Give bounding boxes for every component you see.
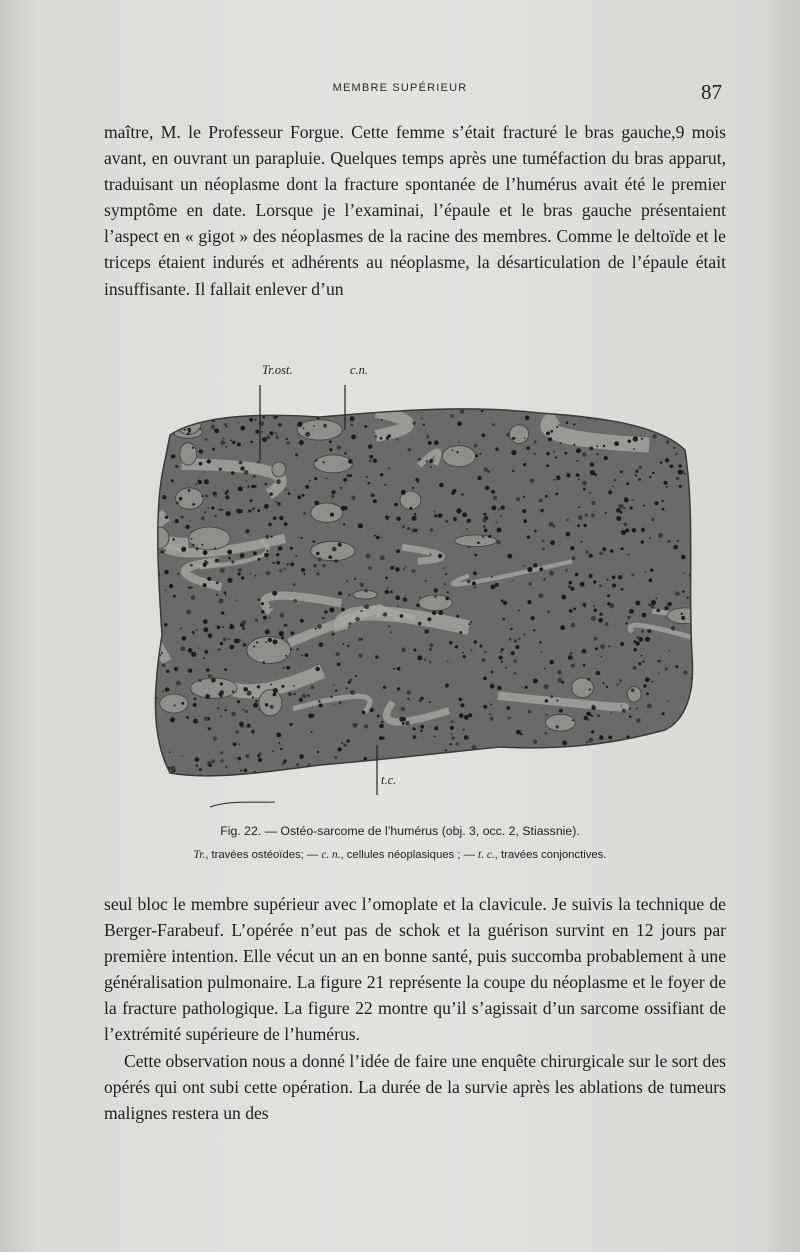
- paragraph-text: maître, M. le Professeur Forgue. Cette femme s’était fracturé le bras gauche,9 mois avant, en ouvrant un parapluie. Quelques temps après une tuméfaction du bras apparut, traduisant un néoplasme dont la fracture spontanée de l’humérus avait été le premier symptôme en date. Lorsque je l’examinai, l’épaule et le bras gauche présentaient l’aspect en « gigot » des néoplasmes de la racine des membres. Comme le deltoïde et le triceps étaient indurés et adhérents au néoplasme, la désarticulation de l’épaule était insuffisante. Il fallait enlever d’un: [104, 122, 726, 299]
- legend-text: , travées ostéoïdes; —: [205, 849, 322, 861]
- legend-text: , travées conjonctives.: [494, 849, 607, 861]
- caption-title: — Ostéo-sarcome de l’humérus (obj. 3, occ. 2, Stiassnie).: [264, 824, 580, 838]
- legend-abbr: Tr.: [193, 849, 206, 861]
- illustrator-signature-mark: [210, 802, 275, 807]
- label-travees-osteoides: Tr.ost.: [262, 363, 293, 377]
- tissue-section-drawing: [140, 355, 700, 825]
- figure-caption: [0, 824, 800, 838]
- figure-legend: [0, 849, 800, 861]
- histology-figure: [140, 355, 700, 825]
- running-head: MEMBRE SUPÉRIEUR: [332, 82, 468, 94]
- page-number: 87: [701, 80, 722, 104]
- paragraph-text: seul bloc le membre supérieur avec l’omoplate et la clavicule. Je suivis la technique de Berger-Farabeuf. L’opérée n’eut pas de schok et la guérison survint en 12 jours par première intention. Elle vécut un an en bonne santé, puis succomba probablement à une généralisation pulmonaire. La figure 21 représente la coupe du néoplasme et le foyer de la fracture pathologique. La figure 22 montre qu’il s’agissait d’un sarcome ossifiant de l’extrémité supérieure de l’humérus.: [104, 894, 726, 1045]
- legend-abbr: c. n.: [321, 849, 341, 861]
- legend-abbr: t. c.: [478, 849, 495, 861]
- paragraph-bottom: [104, 891, 726, 1126]
- caption-figure-number: Fig. 22.: [220, 824, 262, 838]
- label-cellules-neoplasiques: c.n.: [350, 363, 369, 377]
- paragraph-top: [104, 119, 726, 302]
- legend-text: , cellules néoplasiques ; —: [340, 849, 479, 861]
- label-travees-conjonctives: t.c.: [381, 773, 397, 787]
- paragraph-text: Cette observation nous a donné l’idée de faire une enquête chirurgicale sur le sort des opérés qui ont subi cette opération. La durée de la survie après les ablations de tumeurs malignes restera un des: [104, 1050, 726, 1123]
